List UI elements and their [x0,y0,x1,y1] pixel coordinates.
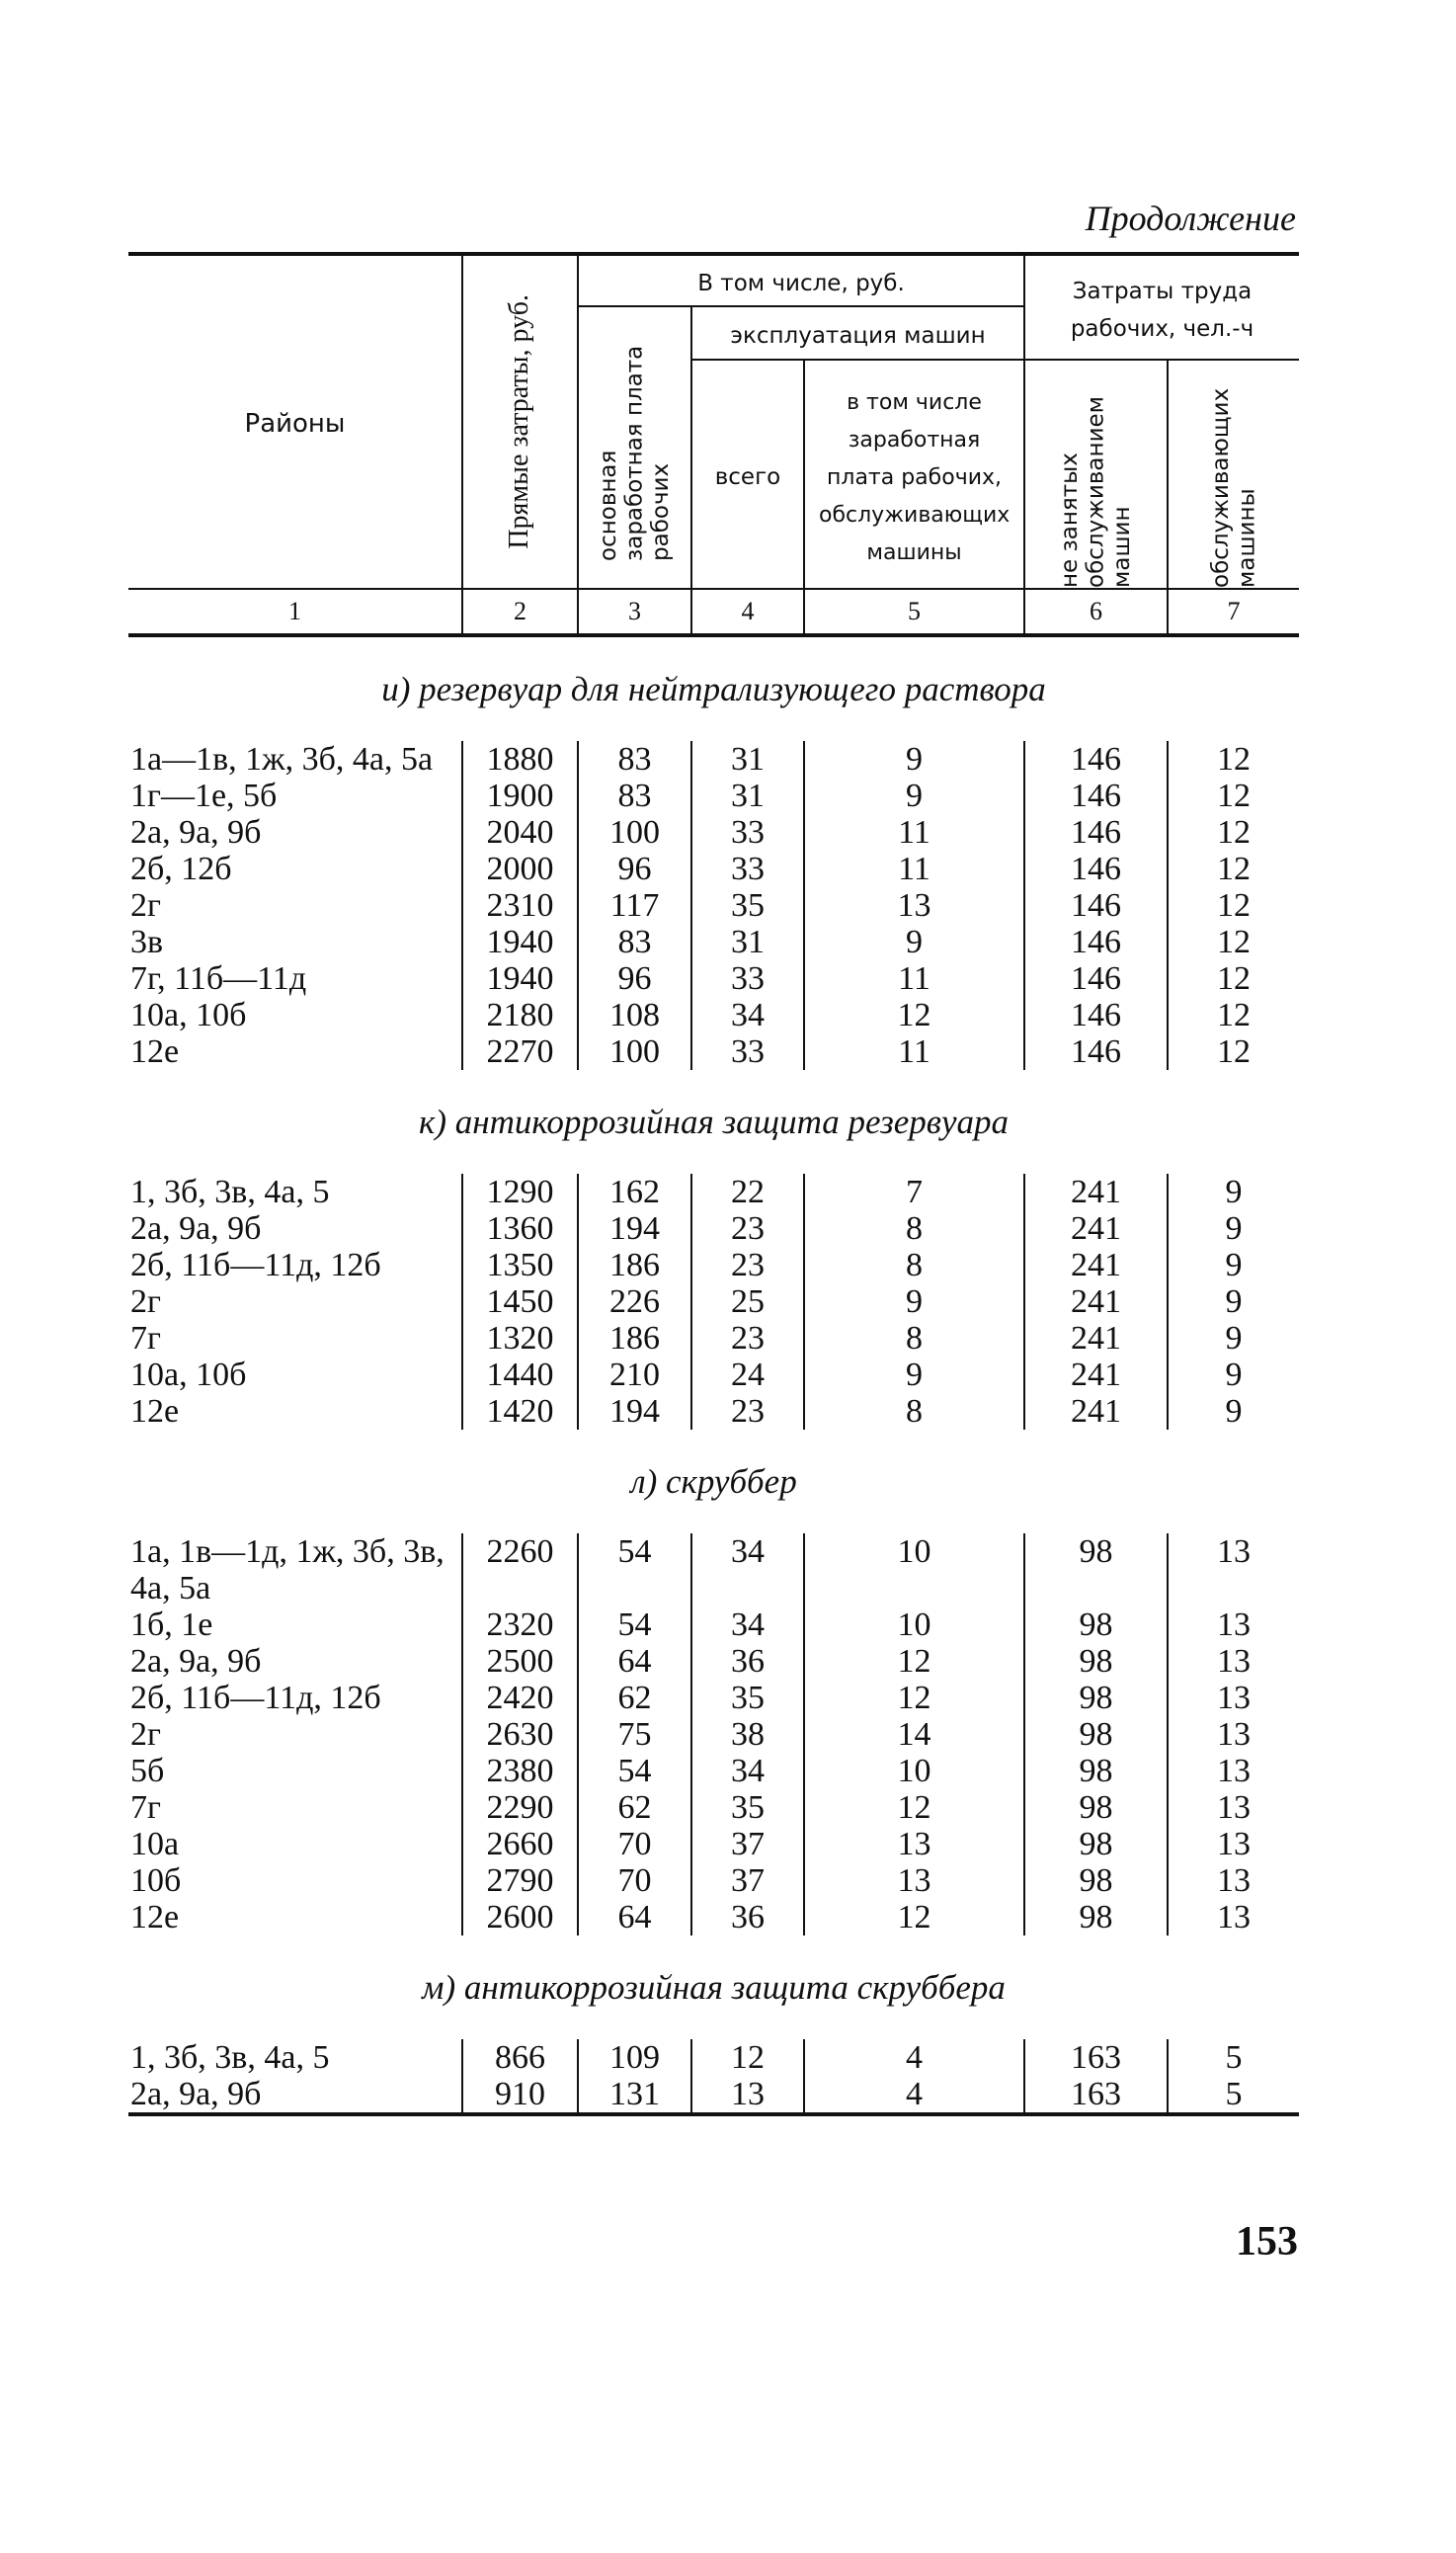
value-cell-6: 98 [1024,1716,1168,1753]
region-cell: 3в [130,924,164,960]
value-cell-5: 4 [804,2076,1024,2114]
value-cell-6: 98 [1024,1789,1168,1826]
table-row [128,1210,1299,1247]
value-cell-5: 4 [804,2039,1024,2076]
table-row [128,2076,1299,2114]
value-cell-4: 31 [691,741,804,778]
header-labor-group: Затраты труда рабочих, чел.-ч [1024,254,1299,360]
value-cell-2: 1320 [462,1320,578,1357]
value-cell-5: 12 [804,1789,1024,1826]
value-cell-7: 12 [1168,814,1299,851]
value-cell-4: 35 [691,887,804,924]
value-cell-7: 12 [1168,997,1299,1033]
value-cell-2: 2630 [462,1716,578,1753]
value-cell-7: 9 [1168,1210,1299,1247]
value-cell-3: 96 [578,851,691,887]
value-cell-4: 33 [691,960,804,997]
value-cell-7: 13 [1168,1643,1299,1680]
region-cell: 2б, 11б—11д, 12б [130,1247,381,1283]
value-cell-7: 9 [1168,1393,1299,1430]
value-cell-7: 12 [1168,741,1299,778]
value-cell-7: 9 [1168,1283,1299,1320]
value-cell-7: 13 [1168,1716,1299,1753]
value-cell-3: 96 [578,960,691,997]
value-cell-4: 37 [691,1826,804,1862]
region-cell: 1а—1в, 1ж, 3б, 4а, 5а [130,741,434,778]
header-regions: Районы [128,254,462,589]
value-cell-7: 9 [1168,1247,1299,1283]
section-title-row [128,1070,1299,1174]
value-cell-6: 163 [1024,2076,1168,2114]
table-bottom-rule [128,2114,1299,2116]
value-cell-4: 37 [691,1862,804,1899]
value-cell-3: 210 [578,1357,691,1393]
value-cell-4: 36 [691,1643,804,1680]
value-cell-7: 12 [1168,887,1299,924]
region-cell: 2г [130,1716,161,1753]
value-cell-2: 2180 [462,997,578,1033]
section-title: л) скруббер [630,1461,797,1501]
value-cell-4: 22 [691,1174,804,1210]
region-cell: 10а [130,1826,180,1862]
value-cell-3: 75 [578,1716,691,1753]
value-cell-3: 186 [578,1247,691,1283]
table-row [128,1393,1299,1430]
value-cell-2: 2260 [462,1533,578,1606]
value-cell-2: 2600 [462,1899,578,1935]
region-cell: 1, 3б, 3в, 4а, 5 [130,1174,330,1210]
region-cell: 10б [130,1862,182,1899]
value-cell-3: 70 [578,1862,691,1899]
table-body [128,635,1299,2116]
table-row [128,1716,1299,1753]
value-cell-5: 8 [804,1210,1024,1247]
value-cell-5: 9 [804,1357,1024,1393]
value-cell-5: 9 [804,924,1024,960]
value-cell-3: 194 [578,1210,691,1247]
value-cell-5: 12 [804,997,1024,1033]
header-not-machine: не занятых обслуживанием машин [1024,360,1168,589]
region-cell: 2б, 12б [130,851,232,887]
table-row [128,1643,1299,1680]
header-base-wage: основная заработная плата рабочих [578,306,691,589]
value-cell-4: 31 [691,778,804,814]
region-cell: 2а, 9а, 9б [130,1643,262,1680]
value-cell-7: 5 [1168,2076,1299,2114]
value-cell-3: 162 [578,1174,691,1210]
value-cell-6: 241 [1024,1247,1168,1283]
value-cell-6: 98 [1024,1826,1168,1862]
value-cell-4: 35 [691,1680,804,1716]
value-cell-4: 35 [691,1789,804,1826]
table-row [128,1533,1299,1606]
value-cell-7: 13 [1168,1533,1299,1606]
value-cell-2: 1360 [462,1210,578,1247]
table-row [128,997,1299,1033]
value-cell-2: 2380 [462,1753,578,1789]
table-row [128,1320,1299,1357]
value-cell-6: 146 [1024,814,1168,851]
value-cell-3: 194 [578,1393,691,1430]
value-cell-2: 2290 [462,1789,578,1826]
value-cell-2: 2270 [462,1033,578,1070]
value-cell-5: 11 [804,1033,1024,1070]
header-machine: обслуживающих машины [1168,360,1299,589]
region-cell: 2б, 11б—11д, 12б [130,1680,381,1716]
value-cell-3: 64 [578,1643,691,1680]
region-cell: 7г [130,1320,161,1357]
value-cell-4: 34 [691,1606,804,1643]
value-cell-7: 12 [1168,851,1299,887]
value-cell-4: 36 [691,1899,804,1935]
value-cell-5: 10 [804,1606,1024,1643]
value-cell-5: 14 [804,1716,1024,1753]
value-cell-5: 11 [804,960,1024,997]
region-cell: 2г [130,1283,161,1320]
value-cell-7: 13 [1168,1826,1299,1862]
value-cell-4: 34 [691,1753,804,1789]
value-cell-6: 146 [1024,741,1168,778]
value-cell-6: 98 [1024,1862,1168,1899]
value-cell-3: 83 [578,778,691,814]
region-cell: 1, 3б, 3в, 4а, 5 [130,2039,330,2076]
column-number: 2 [462,589,578,635]
value-cell-3: 83 [578,741,691,778]
value-cell-6: 146 [1024,960,1168,997]
value-cell-6: 241 [1024,1283,1168,1320]
value-cell-7: 13 [1168,1606,1299,1643]
table-row [128,1899,1299,1935]
value-cell-4: 33 [691,814,804,851]
value-cell-6: 98 [1024,1533,1168,1606]
region-cell: 2а, 9а, 9б [130,1210,262,1247]
table-row [128,1606,1299,1643]
region-cell: 7г [130,1789,161,1826]
header-machine-operation: эксплуатация машин [691,306,1024,360]
bottom-rule-cell [128,2114,1299,2116]
value-cell-6: 241 [1024,1174,1168,1210]
value-cell-5: 10 [804,1753,1024,1789]
value-cell-5: 7 [804,1174,1024,1210]
value-cell-7: 13 [1168,1862,1299,1899]
value-cell-7: 9 [1168,1357,1299,1393]
region-cell: 1б, 1е [130,1606,213,1643]
table-row [128,1789,1299,1826]
value-cell-4: 23 [691,1247,804,1283]
header-total: всего [691,360,804,589]
header-including-group: В том числе, руб. [578,254,1024,306]
value-cell-2: 2420 [462,1680,578,1716]
region-cell: 1г—1е, 5б [130,778,278,814]
value-cell-2: 1420 [462,1393,578,1430]
column-number: 1 [128,589,462,635]
value-cell-2: 1940 [462,924,578,960]
value-cell-2: 1290 [462,1174,578,1210]
value-cell-6: 98 [1024,1753,1168,1789]
value-cell-3: 70 [578,1826,691,1862]
value-cell-3: 109 [578,2039,691,2076]
section-title-row [128,635,1299,741]
table-row [128,1680,1299,1716]
column-number: 4 [691,589,804,635]
value-cell-4: 38 [691,1716,804,1753]
section-title: м) антикоррозийная защита скруббера [422,1967,1006,2007]
page-number: 153 [1236,2219,1298,2265]
value-cell-3: 83 [578,924,691,960]
region-cell: 10а, 10б [130,1357,247,1393]
table-row [128,778,1299,814]
value-cell-7: 9 [1168,1174,1299,1210]
value-cell-7: 12 [1168,960,1299,997]
table-row [128,741,1299,778]
region-cell: 7г, 11б—11д [130,960,307,997]
value-cell-4: 25 [691,1283,804,1320]
value-cell-6: 146 [1024,887,1168,924]
value-cell-7: 13 [1168,1753,1299,1789]
value-cell-7: 12 [1168,778,1299,814]
table-header [128,254,1299,635]
table-row [128,1283,1299,1320]
region-cell: 12е [130,1033,180,1070]
value-cell-6: 146 [1024,778,1168,814]
region-cell: 5б [130,1753,165,1789]
value-cell-3: 54 [578,1753,691,1789]
value-cell-4: 33 [691,1033,804,1070]
value-cell-6: 146 [1024,924,1168,960]
value-cell-6: 241 [1024,1357,1168,1393]
table-row [128,1753,1299,1789]
value-cell-4: 24 [691,1357,804,1393]
value-cell-4: 13 [691,2076,804,2114]
column-number: 7 [1168,589,1299,635]
value-cell-6: 241 [1024,1210,1168,1247]
value-cell-4: 34 [691,1533,804,1606]
table-row [128,851,1299,887]
value-cell-4: 34 [691,997,804,1033]
value-cell-3: 131 [578,2076,691,2114]
region-cell: 2а, 9а, 9б [130,814,262,851]
value-cell-7: 5 [1168,2039,1299,2076]
value-cell-7: 13 [1168,1680,1299,1716]
value-cell-5: 10 [804,1533,1024,1606]
value-cell-4: 23 [691,1210,804,1247]
column-number-row [128,589,1299,635]
region-cell: 2г [130,887,161,924]
value-cell-2: 2000 [462,851,578,887]
value-cell-2: 1450 [462,1283,578,1320]
value-cell-5: 11 [804,851,1024,887]
table-row [128,1174,1299,1210]
value-cell-6: 98 [1024,1680,1168,1716]
value-cell-7: 13 [1168,1899,1299,1935]
value-cell-6: 146 [1024,1033,1168,1070]
value-cell-5: 11 [804,814,1024,851]
region-cell: 12е [130,1899,180,1935]
value-cell-2: 2310 [462,887,578,924]
value-cell-2: 2500 [462,1643,578,1680]
section-title: и) резервуар для нейтрализующего раствора [381,669,1046,708]
value-cell-2: 2320 [462,1606,578,1643]
value-cell-3: 100 [578,814,691,851]
table-row [128,1826,1299,1862]
value-cell-5: 12 [804,1899,1024,1935]
region-cell: 10а, 10б [130,997,247,1033]
value-cell-2: 1350 [462,1247,578,1283]
region-cell: 12е [130,1393,180,1430]
value-cell-4: 23 [691,1320,804,1357]
value-cell-6: 241 [1024,1320,1168,1357]
value-cell-2: 1900 [462,778,578,814]
value-cell-3: 62 [578,1789,691,1826]
value-cell-6: 98 [1024,1643,1168,1680]
value-cell-2: 1940 [462,960,578,997]
value-cell-2: 866 [462,2039,578,2076]
header-machine-wage: в том числе заработная плата рабочих, обслуживающих машины [804,360,1024,589]
table-row [128,887,1299,924]
value-cell-5: 9 [804,1283,1024,1320]
value-cell-3: 226 [578,1283,691,1320]
value-cell-7: 12 [1168,1033,1299,1070]
table-row [128,1247,1299,1283]
value-cell-5: 12 [804,1680,1024,1716]
value-cell-6: 146 [1024,851,1168,887]
region-cell: 1а, 1в—1д, 1ж, 3б, 3в, 4а, 5а [130,1533,445,1606]
continuation-label: Продолжение [1085,199,1296,238]
value-cell-2: 2040 [462,814,578,851]
section-title-row [128,1430,1299,1533]
value-cell-5: 13 [804,1826,1024,1862]
table-row [128,1033,1299,1070]
value-cell-7: 12 [1168,924,1299,960]
value-cell-3: 54 [578,1606,691,1643]
section-title: к) антикоррозийная защита резервуара [418,1102,1010,1141]
cost-table [128,252,1299,2116]
value-cell-3: 100 [578,1033,691,1070]
value-cell-7: 9 [1168,1320,1299,1357]
value-cell-6: 163 [1024,2039,1168,2076]
value-cell-3: 64 [578,1899,691,1935]
value-cell-5: 8 [804,1247,1024,1283]
value-cell-3: 62 [578,1680,691,1716]
value-cell-3: 117 [578,887,691,924]
value-cell-2: 1440 [462,1357,578,1393]
header-direct-costs: Прямые затраты, руб. [462,254,578,589]
column-number: 6 [1024,589,1168,635]
column-number: 5 [804,589,1024,635]
value-cell-4: 23 [691,1393,804,1430]
value-cell-5: 12 [804,1643,1024,1680]
value-cell-6: 98 [1024,1606,1168,1643]
table-row [128,2039,1299,2076]
value-cell-6: 98 [1024,1899,1168,1935]
value-cell-2: 1880 [462,741,578,778]
value-cell-5: 13 [804,887,1024,924]
value-cell-3: 186 [578,1320,691,1357]
value-cell-3: 54 [578,1533,691,1606]
table-row [128,1357,1299,1393]
value-cell-3: 108 [578,997,691,1033]
region-cell: 2а, 9а, 9б [130,2076,262,2112]
value-cell-4: 33 [691,851,804,887]
value-cell-7: 13 [1168,1789,1299,1826]
value-cell-6: 241 [1024,1393,1168,1430]
value-cell-2: 2660 [462,1826,578,1862]
column-number: 3 [578,589,691,635]
value-cell-5: 8 [804,1393,1024,1430]
value-cell-4: 12 [691,2039,804,2076]
value-cell-2: 910 [462,2076,578,2114]
value-cell-6: 146 [1024,997,1168,1033]
table-row [128,814,1299,851]
table-row [128,924,1299,960]
value-cell-2: 2790 [462,1862,578,1899]
value-cell-5: 9 [804,778,1024,814]
table-row [128,960,1299,997]
value-cell-5: 8 [804,1320,1024,1357]
value-cell-5: 9 [804,741,1024,778]
value-cell-4: 31 [691,924,804,960]
table-row [128,1862,1299,1899]
value-cell-5: 13 [804,1862,1024,1899]
section-title-row [128,1935,1299,2039]
